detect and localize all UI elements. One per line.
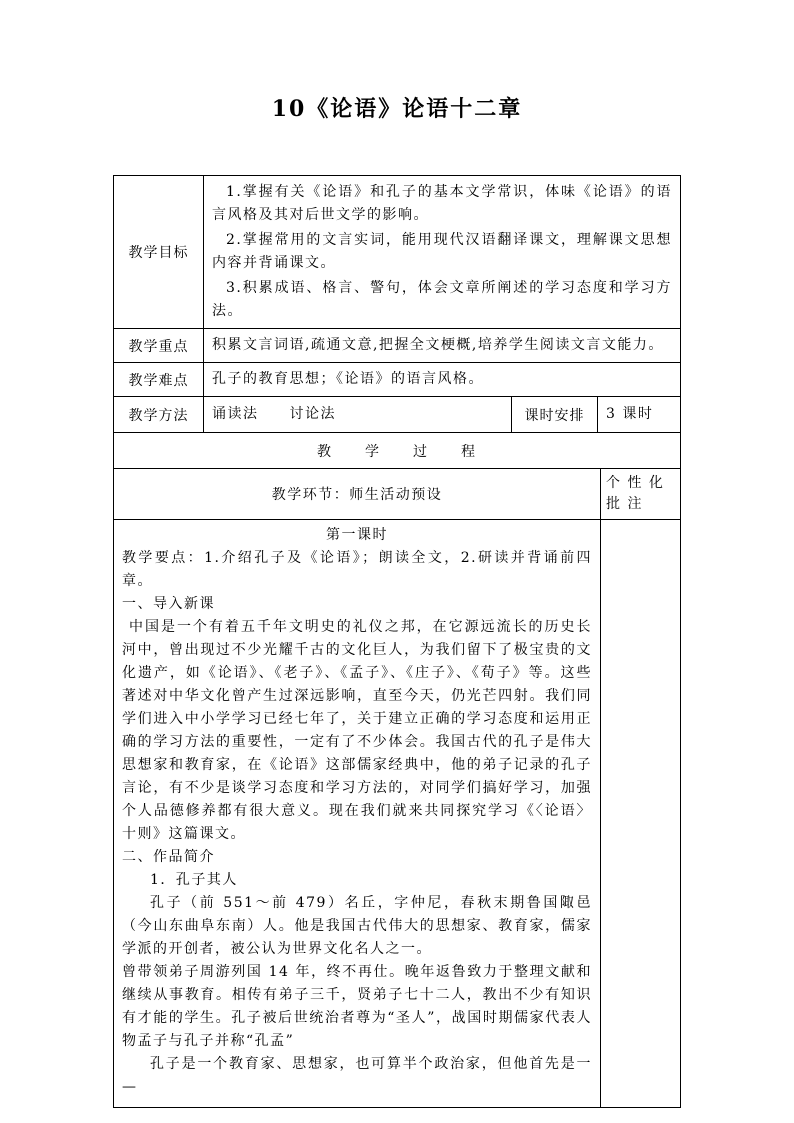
notes-column-empty	[601, 520, 680, 1107]
row-key-points	[114, 329, 680, 363]
difficulties-content: 孔子的教育思想；《论语》的语言风格。	[212, 371, 484, 387]
lesson-paragraph: 1．孔子其人	[150, 872, 238, 888]
key-points-label: 教学重点	[114, 329, 204, 362]
row-process-header	[114, 433, 680, 469]
notes-column-header: 个 性 化 批 注	[606, 475, 665, 512]
row-lesson-body	[114, 520, 680, 1107]
lesson-content	[114, 520, 601, 1107]
objective-item-2: 2.掌握常用的文言实词，能用现代汉语翻译课文，理解课文思想内容并背诵课文。	[212, 232, 672, 271]
lesson-paragraph: 孔子是一个教育家、思想家，也可算半个政治家，但他首先是一—	[122, 1056, 592, 1095]
lesson-paragraph: 孔子（前 551～前 479）名丘，字仲尼，春秋末期鲁国陬邑（今山东曲阜东南）人。他是我国古代伟大的思想家、教育家，儒家学派的开创者，被公认为世界文化名人之一。	[122, 895, 592, 957]
document-title: 10《论语》论语十二章	[271, 96, 523, 122]
lesson-paragraph: 二、作品简介	[122, 849, 215, 865]
schedule-value: 3 课时	[606, 406, 654, 422]
lesson-paragraph: 教学要点：1.介绍孔子及《论语》；朗读全文，2.研读并背诵前四章。	[122, 550, 592, 589]
objective-item-1: 1.掌握有关《论语》和孔子的基本文学常识，体味《论语》的语言风格及其对后世文学的影响。	[212, 184, 672, 223]
methods-content: 诵读法 讨论法	[204, 397, 512, 432]
schedule-label: 课时安排	[512, 397, 598, 432]
objective-item-3: 3.积累成语、格言、警句，体会文章所阐述的学习态度和学习方法。	[212, 280, 672, 319]
key-points-content: 积累文言词语,疏通文意,把握全文梗概,培养学生阅读文言文能力。	[212, 337, 664, 353]
lesson-paragraph: 一、导入新课	[122, 596, 215, 612]
row-methods	[114, 397, 680, 433]
objectives-label: 教学目标	[114, 176, 204, 328]
objectives-content	[204, 176, 680, 328]
activities-column-header: 教学环节：师生活动预设	[114, 469, 601, 519]
process-title: 教 学 过 程	[317, 443, 477, 460]
session-title: 第一课时	[326, 527, 388, 543]
difficulties-label: 教学难点	[114, 363, 204, 396]
methods-label: 教学方法	[114, 397, 204, 432]
row-objectives	[114, 176, 680, 329]
lesson-paragraph: 中国是一个有着五千年文明史的礼仪之邦，在它源远流长的历史长河中，曾出现过不少光耀千古的文化巨人，为我们留下了极宝贵的文化遗产，如《论语》、《老子》、《孟子》、《庄子》、《荀子》等。这些著述对中华文化曾产生过深远影响，直至今天，仍光芒四射。我们同学们进入中小学学习已经七年了，关于建立正确的学习态度和运用正确的学习方法的重要性，一定有了不少体会。我国古代的孔子是伟大思想家和教育家，在《论语》这部儒家经典中，他的弟子记录的孔子言论，有不少是谈学习态度和学习方法的，对同学们搞好学习，加强个人品德修养都有很大意义。现在我们就来共同探究学习《〈论语〉十则》这篇课文。	[122, 619, 592, 842]
lesson-plan-table	[113, 175, 681, 1108]
row-difficulties	[114, 363, 680, 397]
row-column-headers	[114, 469, 680, 520]
lesson-paragraph: 曾带领弟子周游列国 14 年，终不再仕。晚年返鲁致力于整理文献和继续从事教育。相传有弟子三千，贤弟子七十二人，教出不少有知识有才能的学生。孔子被后世统治者尊为“圣人”，战国时期儒家代表人物孟子与孔子并称“孔孟”	[122, 964, 592, 1049]
